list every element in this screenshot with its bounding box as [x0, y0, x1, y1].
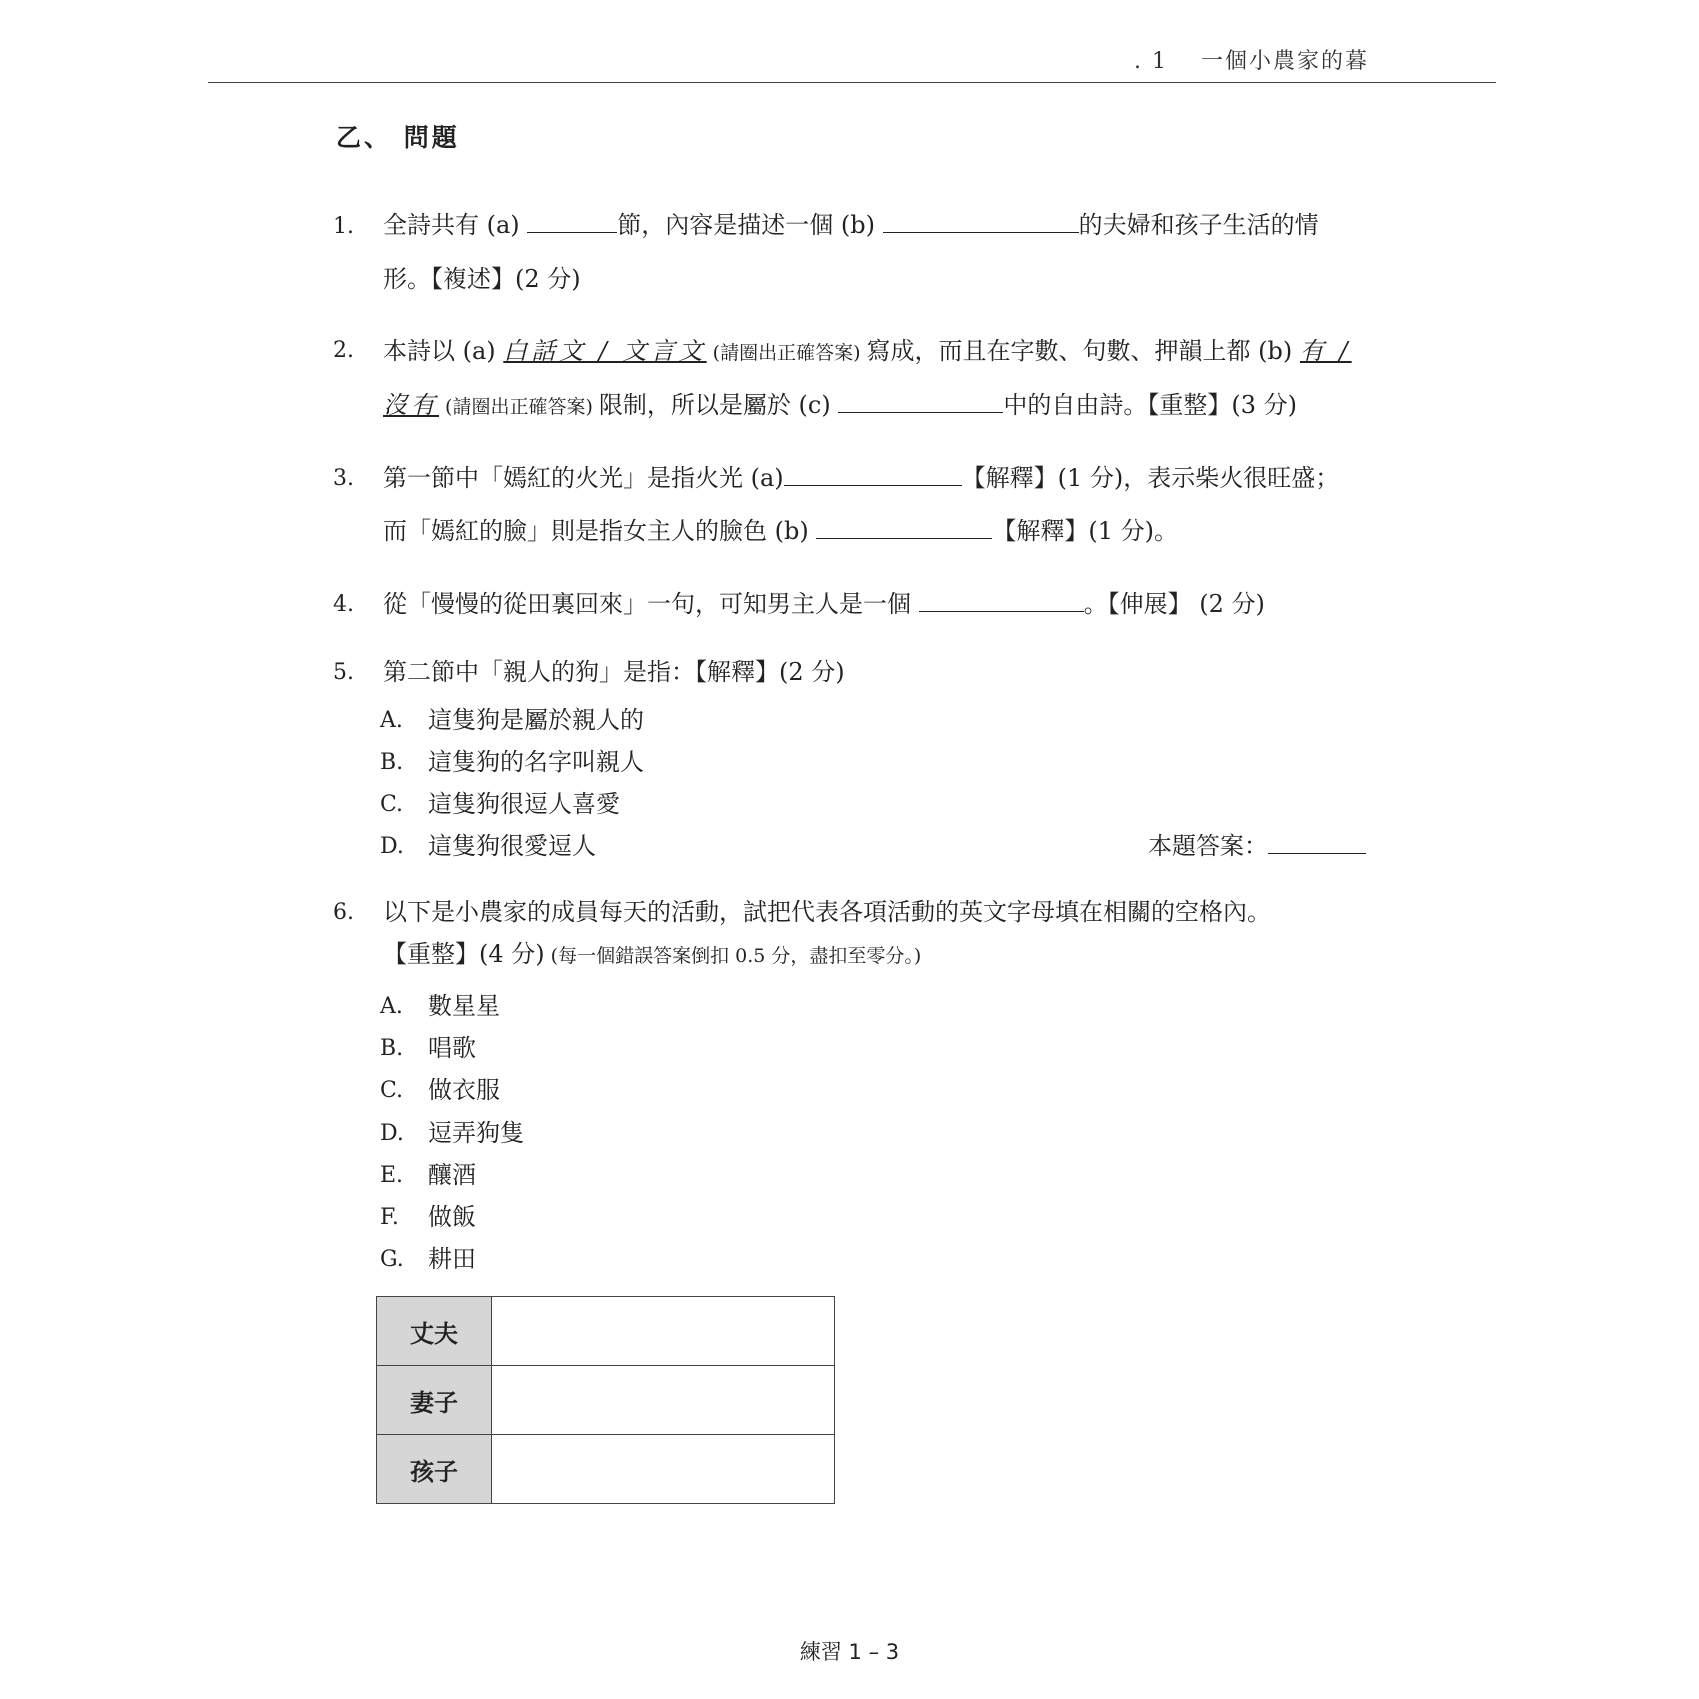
q6-option-f-letter: F. — [380, 1205, 399, 1230]
question-2-choice-a[interactable]: 白話文 / 文言文 — [503, 337, 707, 365]
question-4-text-b: 。【伸展】 (2 分) — [1083, 590, 1265, 618]
q6-option-d-letter: D. — [380, 1121, 404, 1146]
question-2-text-d: 中的自由詩。【重整】(3 分) — [1003, 391, 1297, 419]
question-3-text-b: 【解釋】(1 分)，表示柴火很旺盛； — [961, 464, 1340, 492]
q6-option-c-letter: C. — [380, 1078, 404, 1103]
q5-option-b-text: 這隻狗的名字叫親人 — [428, 748, 644, 776]
question-2-text-b: 寫成，而且在字數、句數、押韻上都 (b) — [866, 337, 1300, 365]
question-1-text-a: 全詩共有 (a) — [383, 211, 528, 239]
q5-answer-label: 本題答案： — [1148, 832, 1268, 860]
header-divider — [208, 82, 1496, 83]
question-6-stem: 以下是小農家的成員每天的活動，試把代表各項活動的英文字母填在相關的空格內。 — [383, 898, 1271, 926]
table-row — [377, 1366, 835, 1435]
question-6-marks-main: 【重整】(4 分) — [383, 940, 545, 968]
q5-option-c-letter: C. — [380, 792, 404, 817]
question-1-blank-b[interactable] — [883, 210, 1079, 233]
question-2-number: 2. — [333, 338, 354, 363]
question-1-number: 1. — [333, 214, 354, 239]
running-header: . 1 一個小農家的暮 — [1134, 49, 1369, 74]
page-footer: 練習 1 – 3 — [799, 1640, 900, 1664]
question-2-hint-b: (請圈出正確答案) — [439, 396, 599, 418]
question-3-line-2 — [383, 514, 1178, 548]
question-3-blank-a[interactable] — [784, 463, 962, 486]
question-4-number: 4. — [333, 592, 354, 617]
question-1-line-2: 形。【複述】(2 分) — [383, 265, 581, 293]
question-6-number: 6. — [333, 900, 354, 925]
q6-option-a-letter: A. — [380, 994, 403, 1019]
answer-cell-wife[interactable] — [492, 1366, 835, 1435]
q5-answer-blank[interactable] — [1268, 831, 1366, 854]
question-1-text-c: 的夫婦和孩子生活的情 — [1078, 211, 1319, 239]
question-3-text-c: 而「嫣紅的臉」則是指女主人的臉色 (b) — [383, 517, 817, 545]
activity-answer-table — [376, 1296, 835, 1504]
question-4-blank[interactable] — [919, 589, 1084, 612]
row-header-husband: 丈夫 — [377, 1297, 492, 1366]
question-5-number: 5. — [333, 660, 354, 685]
q6-option-g-letter: G. — [380, 1247, 404, 1272]
q6-option-d-text: 逗弄狗隻 — [428, 1119, 524, 1147]
q5-option-a-letter: A. — [380, 708, 403, 733]
question-2-line-1 — [383, 334, 1352, 370]
row-header-child: 孩子 — [377, 1435, 492, 1504]
q6-option-b-text: 唱歌 — [428, 1034, 476, 1062]
question-2-line-2 — [383, 388, 1297, 424]
q6-option-f-text: 做飯 — [428, 1203, 476, 1231]
q5-option-a-text: 這隻狗是屬於親人的 — [428, 706, 644, 734]
question-3-number: 3. — [333, 466, 354, 491]
question-3-blank-b[interactable] — [816, 516, 992, 539]
q6-option-b-letter: B. — [380, 1036, 404, 1061]
question-6-marks — [383, 937, 921, 973]
question-2-hint-a: (請圈出正確答案) — [706, 342, 867, 364]
question-2-blank-c[interactable] — [838, 390, 1003, 413]
question-3-text-d: 【解釋】(1 分)。 — [992, 517, 1178, 545]
question-4-line-1 — [383, 587, 1265, 621]
answer-cell-child[interactable] — [492, 1435, 835, 1504]
q5-option-d-letter: D. — [380, 834, 404, 859]
question-2-choice-b-yes[interactable]: 有 / — [1299, 337, 1352, 365]
q5-option-d-text: 這隻狗很愛逗人 — [428, 832, 596, 860]
q6-option-c-text: 做衣服 — [428, 1076, 500, 1104]
q6-option-e-letter: E. — [380, 1163, 404, 1188]
q5-option-c-text: 這隻狗很逗人喜愛 — [428, 790, 620, 818]
table-row — [377, 1297, 835, 1366]
question-6-marks-note: (每一個錯誤答案倒扣 0.5 分，盡扣至零分。) — [544, 945, 922, 967]
question-1-text-b: 節，內容是描述一個 (b) — [617, 211, 883, 239]
question-2-text-c: 限制，所以是屬於 (c) — [598, 391, 839, 419]
q5-answer-row — [1148, 829, 1366, 863]
q6-option-a-text: 數星星 — [428, 992, 500, 1020]
q6-option-e-text: 釀酒 — [428, 1161, 476, 1189]
question-2-text-a: 本詩以 (a) — [383, 337, 504, 365]
q5-option-b-letter: B. — [380, 750, 404, 775]
question-2-choice-b-no[interactable]: 沒有 — [383, 391, 439, 419]
row-header-wife: 妻子 — [377, 1366, 492, 1435]
q6-option-g-text: 耕田 — [428, 1245, 476, 1273]
question-1-line-1 — [383, 208, 1319, 242]
question-3-text-a: 第一節中「嫣紅的火光」是指火光 (a) — [383, 464, 784, 492]
question-4-text-a: 從「慢慢的從田裏回來」一句，可知男主人是一個 — [383, 590, 919, 618]
question-3-line-1 — [383, 461, 1339, 495]
table-row — [377, 1435, 835, 1504]
section-title: 乙、 問題 — [336, 123, 460, 152]
question-5-stem: 第二節中「親人的狗」是指：【解釋】(2 分) — [383, 658, 845, 686]
answer-cell-husband[interactable] — [492, 1297, 835, 1366]
question-1-blank-a[interactable] — [527, 210, 617, 233]
